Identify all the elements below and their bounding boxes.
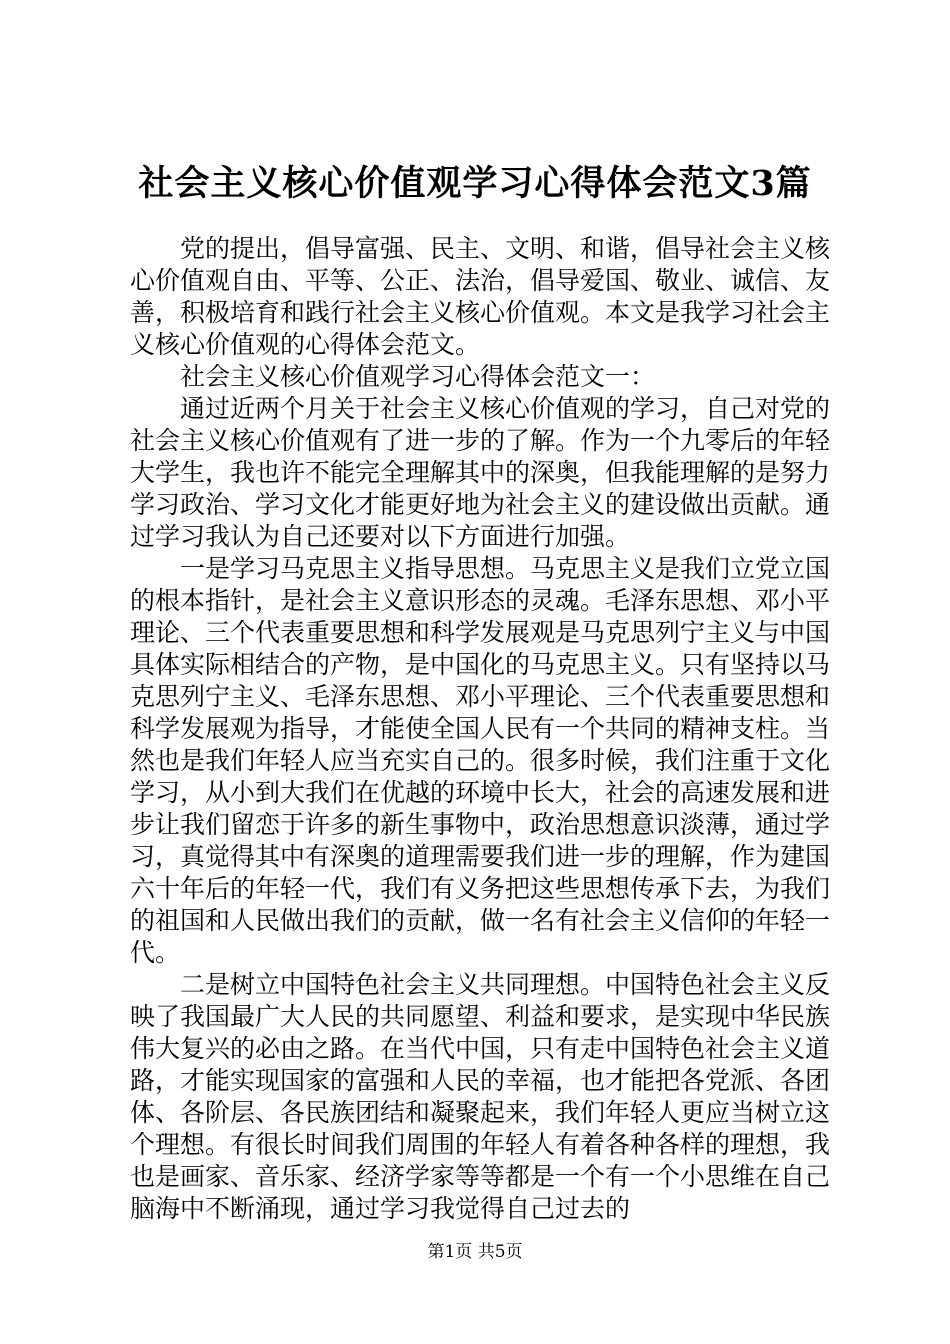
document-body (130, 233, 830, 1225)
body-paragraph: 一是学习马克思主义指导思想。马克思主义是我们立党立国的根本指针，是社会主义意识形态的灵魂。毛泽东思想、邓小平理论、三个代表重要思想和科学发展观是马克思列宁主义与中国具体实际相结合的产物，是中国化的马克思主义。只有坚持以马克思列宁主义、毛泽东思想、邓小平理论、三个代表重要思想和科学发展观为指导，才能使全国人民有一个共同的精神支柱。当然也是我们年轻人应当充实自己的。很多时候，我们注重于文化学习，从小到大我们在优越的环境中长大，社会的高速发展和进步让我们留恋于许多的新生事物中，政治思想意识淡薄，通过学习，真觉得其中有深奥的道理需要我们进一步的理解，作为建国六十年后的年轻一代，我们有义务把这些思想传承下去，为我们的祖国和人民做出我们的贡献，做一名有社会主义信仰的年轻一代。 (130, 554, 831, 967)
section-heading: 社会主义核心价值观学习心得体会范文一： (180, 362, 656, 391)
body-paragraph: 通过近两个月关于社会主义核心价值观的学习，自己对党的社会主义核心价值观有了进一步的了解。作为一个九零后的年轻大学生，我也许不能完全理解其中的深奥，但我能理解的是努力学习政治、学习文化才能更好地为社会主义的建设做出贡献。通过学习我认为自己还要对以下方面进行加强。 (130, 394, 831, 551)
page-number-footer: 第1页 共5页 (427, 1242, 523, 1262)
document-title: 社会主义核心价值观学习心得体会范文3篇 (138, 163, 812, 204)
body-paragraph: 二是树立中国特色社会主义共同理想。中国特色社会主义反映了我国最广大人民的共同愿望、利益和要求，是实现中华民族伟大复兴的必由之路。在当代中国，只有走中国特色社会主义道路，才能实现国家的富强和人民的幸福，也才能把各党派、各团体、各阶层、各民族团结和凝聚起来，我们年轻人更应当树立这个理想。有很长时间我们周围的年轻人有着各种各样的理想，我也是画家、音乐家、经济学家等等都是一个有一个小思维在自己脑海中不断涌现，通过学习我觉得自己过去的 (130, 970, 831, 1223)
intro-paragraph: 党的提出，倡导富强、民主、文明、和谐，倡导社会主义核心价值观自由、平等、公正、法治，倡导爱国、敬业、诚信、友善，积极培育和践行社会主义核心价值观。本文是我学习社会主义核心价值观的心得体会范文。 (130, 234, 831, 359)
